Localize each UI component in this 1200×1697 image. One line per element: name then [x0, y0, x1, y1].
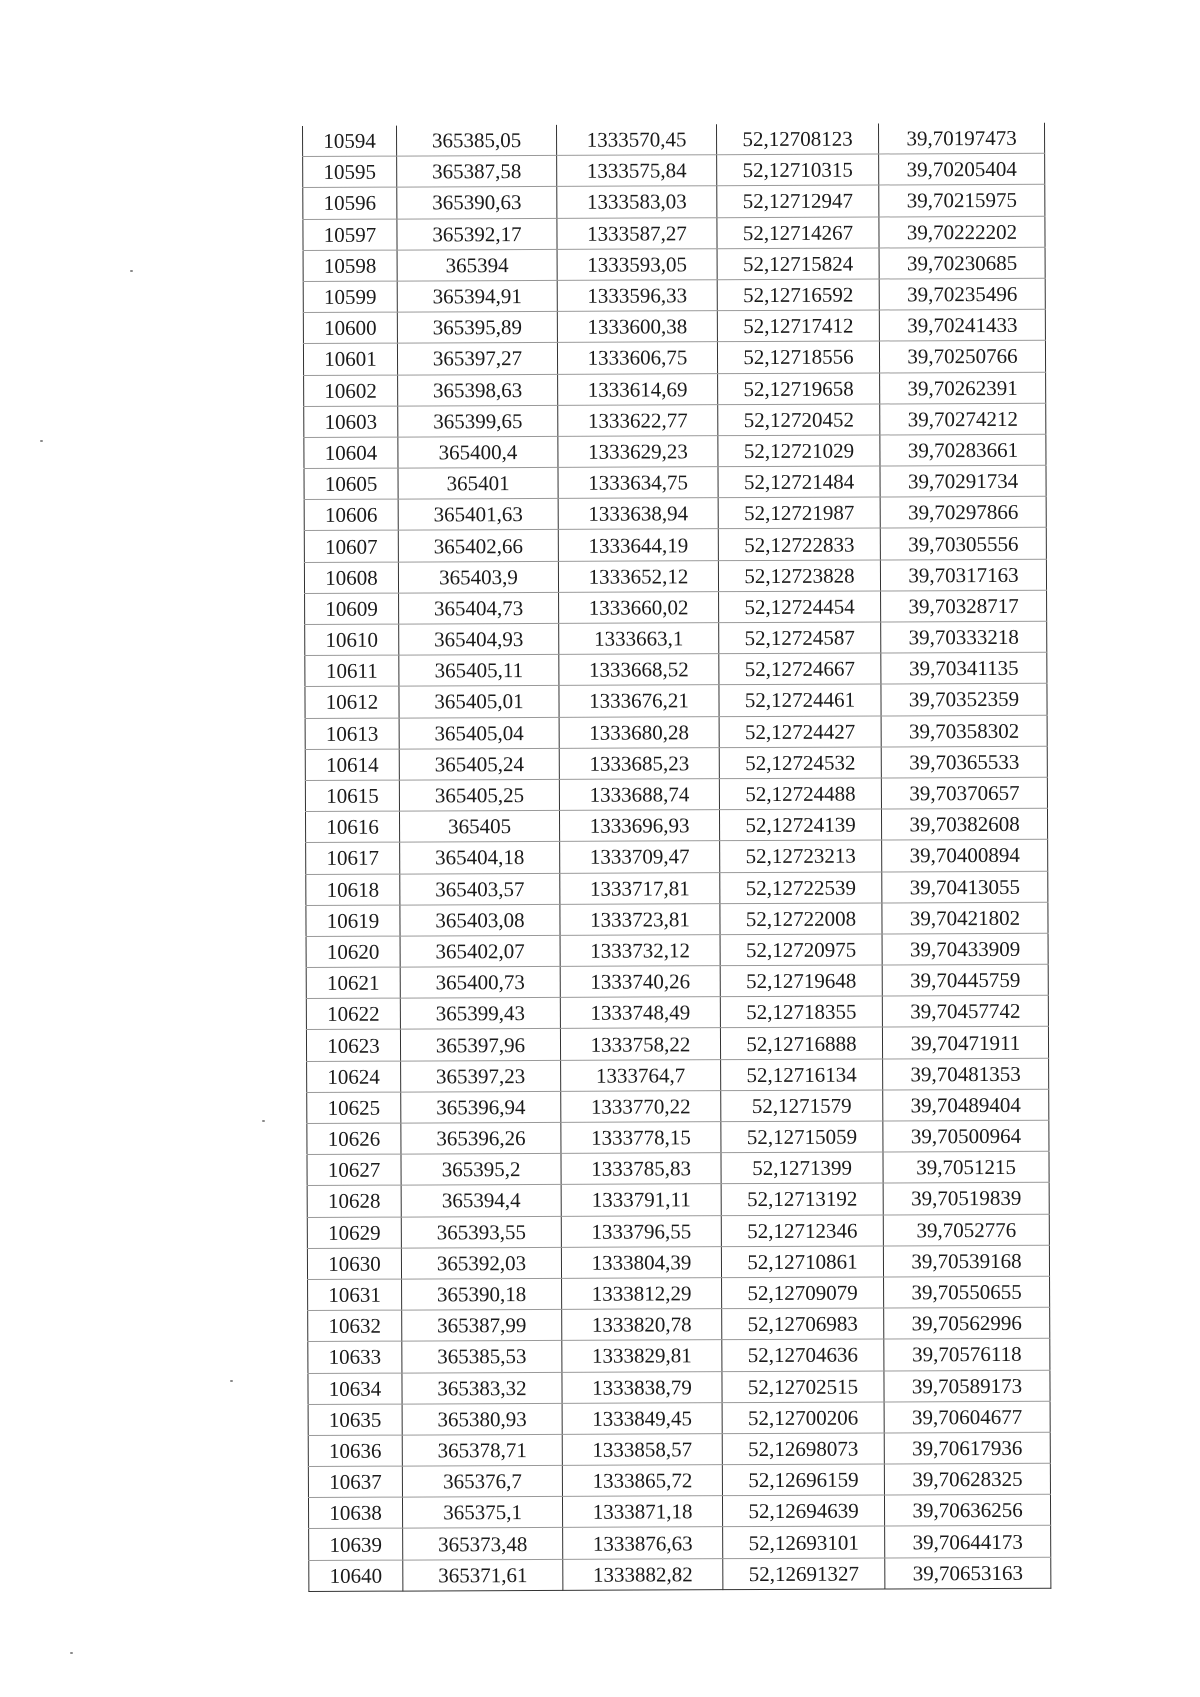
longitude-cell: 39,70205404: [879, 153, 1045, 185]
table-row: [304, 465, 1046, 499]
y-coordinate-cell: 1333696,93: [559, 810, 719, 842]
table-row: [304, 372, 1046, 406]
latitude-cell: 52,12721987: [718, 497, 880, 529]
table-row: [307, 1245, 1049, 1279]
y-coordinate-cell: 1333629,23: [558, 436, 718, 468]
table-row: [306, 1027, 1048, 1061]
table-row: [306, 996, 1048, 1030]
x-coordinate-cell: 365395,2: [401, 1154, 561, 1186]
x-coordinate-cell: 365397,23: [401, 1060, 561, 1092]
point-number-cell: 10616: [305, 811, 399, 843]
x-coordinate-cell: 365392,17: [397, 218, 557, 250]
latitude-cell: 52,12724427: [719, 716, 881, 748]
longitude-cell: 39,70604677: [884, 1401, 1050, 1433]
point-number-cell: 10631: [308, 1279, 402, 1311]
longitude-cell: 39,70365533: [881, 746, 1047, 778]
longitude-cell: 39,70370657: [881, 777, 1047, 809]
x-coordinate-cell: 365392,03: [401, 1247, 561, 1279]
x-coordinate-cell: 365375,1: [402, 1497, 562, 1529]
table-row: [308, 1494, 1050, 1528]
table-row: [305, 808, 1047, 842]
table-row: [307, 1183, 1049, 1217]
x-coordinate-cell: 365397,27: [397, 343, 557, 375]
table-row: [308, 1401, 1050, 1435]
y-coordinate-cell: 1333820,78: [562, 1309, 722, 1341]
table-row: [304, 403, 1046, 437]
table-row: [307, 1151, 1049, 1185]
table-row: [303, 247, 1045, 281]
table-row: [308, 1432, 1050, 1466]
point-number-cell: 10598: [303, 250, 397, 282]
table-row: [307, 1058, 1049, 1092]
latitude-cell: 52,12724461: [719, 684, 881, 716]
latitude-cell: 52,12716134: [721, 1059, 883, 1091]
scan-speck: [40, 440, 43, 442]
table-row: [303, 278, 1045, 312]
point-number-cell: 10596: [303, 187, 397, 219]
point-number-cell: 10623: [306, 1030, 400, 1062]
y-coordinate-cell: 1333796,55: [561, 1215, 721, 1247]
longitude-cell: 39,70197473: [878, 123, 1044, 154]
x-coordinate-cell: 365385,05: [396, 125, 556, 156]
y-coordinate-cell: 1333732,12: [560, 935, 720, 967]
longitude-cell: 39,70222202: [879, 216, 1045, 248]
x-coordinate-cell: 365405,01: [399, 686, 559, 718]
latitude-cell: 52,12722833: [718, 528, 880, 560]
y-coordinate-cell: 1333778,15: [561, 1122, 721, 1154]
point-number-cell: 10627: [307, 1154, 401, 1186]
longitude-cell: 39,70274212: [880, 403, 1046, 435]
y-coordinate-cell: 1333663,1: [559, 623, 719, 655]
latitude-cell: 52,12721484: [718, 466, 880, 498]
longitude-cell: 39,70539168: [883, 1245, 1049, 1277]
longitude-cell: 39,70433909: [882, 933, 1048, 965]
point-number-cell: 10613: [305, 718, 399, 750]
y-coordinate-cell: 1333829,81: [562, 1340, 722, 1372]
x-coordinate-cell: 365390,18: [402, 1278, 562, 1310]
table-row: [308, 1370, 1050, 1404]
latitude-cell: 52,12715059: [721, 1121, 883, 1153]
x-coordinate-cell: 365404,73: [399, 592, 559, 624]
point-number-cell: 10635: [308, 1404, 402, 1436]
longitude-cell: 39,70291734: [880, 465, 1046, 497]
longitude-cell: 39,70550655: [884, 1276, 1050, 1308]
y-coordinate-cell: 1333882,82: [563, 1558, 723, 1590]
y-coordinate-cell: 1333740,26: [560, 966, 720, 998]
y-coordinate-cell: 1333770,22: [561, 1090, 721, 1122]
x-coordinate-cell: 365404,93: [399, 623, 559, 655]
x-coordinate-cell: 365405,24: [399, 748, 559, 780]
table-row: [304, 434, 1046, 468]
latitude-cell: 52,12710315: [717, 154, 879, 186]
point-number-cell: 10630: [307, 1248, 401, 1280]
latitude-cell: 52,12724587: [719, 622, 881, 654]
longitude-cell: 39,7052776: [883, 1214, 1049, 1246]
x-coordinate-cell: 365390,63: [397, 187, 557, 219]
longitude-cell: 39,70617936: [884, 1432, 1050, 1464]
longitude-cell: 39,70636256: [884, 1494, 1050, 1526]
x-coordinate-cell: 365405,25: [399, 779, 559, 811]
table-row: [303, 341, 1045, 375]
y-coordinate-cell: 1333748,49: [560, 997, 720, 1029]
x-coordinate-cell: 365373,48: [403, 1528, 563, 1560]
latitude-cell: 52,12716592: [717, 279, 879, 311]
latitude-cell: 52,12724454: [719, 591, 881, 623]
y-coordinate-cell: 1333723,81: [560, 903, 720, 935]
y-coordinate-cell: 1333668,52: [559, 654, 719, 686]
table-row: [308, 1463, 1050, 1497]
x-coordinate-cell: 365403,9: [398, 561, 558, 593]
point-number-cell: 10595: [303, 156, 397, 188]
latitude-cell: 52,1271399: [721, 1152, 883, 1184]
longitude-cell: 39,70328717: [881, 590, 1047, 622]
y-coordinate-cell: 1333764,7: [561, 1059, 721, 1091]
table-row: [303, 123, 1045, 157]
table-row: [304, 559, 1046, 593]
point-number-cell: 10604: [304, 437, 398, 469]
scan-speck: [230, 1380, 233, 1382]
table-row: [307, 1120, 1049, 1154]
longitude-cell: 39,70500964: [883, 1120, 1049, 1152]
y-coordinate-cell: 1333838,79: [562, 1371, 722, 1403]
x-coordinate-cell: 365401: [398, 467, 558, 499]
longitude-cell: 39,70589173: [884, 1370, 1050, 1402]
x-coordinate-cell: 365405: [399, 811, 559, 843]
y-coordinate-cell: 1333676,21: [559, 685, 719, 717]
point-number-cell: 10611: [305, 655, 399, 687]
longitude-cell: 39,70333218: [881, 621, 1047, 653]
point-number-cell: 10607: [304, 531, 398, 563]
x-coordinate-cell: 365383,32: [402, 1372, 562, 1404]
latitude-cell: 52,12708123: [716, 123, 878, 154]
x-coordinate-cell: 365396,94: [401, 1091, 561, 1123]
x-coordinate-cell: 365405,11: [399, 655, 559, 687]
longitude-cell: 39,70471911: [882, 1027, 1048, 1059]
point-number-cell: 10606: [304, 499, 398, 531]
longitude-cell: 39,70230685: [879, 247, 1045, 279]
x-coordinate-cell: 365400,73: [400, 966, 560, 998]
y-coordinate-cell: 1333638,94: [558, 498, 718, 530]
point-number-cell: 10617: [306, 842, 400, 874]
y-coordinate-cell: 1333685,23: [559, 747, 719, 779]
latitude-cell: 52,12706983: [722, 1308, 884, 1340]
point-number-cell: 10610: [305, 624, 399, 656]
y-coordinate-cell: 1333583,03: [557, 186, 717, 218]
latitude-cell: 52,12715824: [717, 248, 879, 280]
y-coordinate-cell: 1333785,83: [561, 1153, 721, 1185]
y-coordinate-cell: 1333614,69: [558, 373, 718, 405]
point-number-cell: 10624: [307, 1061, 401, 1093]
x-coordinate-cell: 365396,26: [401, 1122, 561, 1154]
point-number-cell: 10620: [306, 936, 400, 968]
longitude-cell: 39,70653163: [885, 1557, 1051, 1589]
point-number-cell: 10603: [304, 406, 398, 438]
point-number-cell: 10632: [308, 1310, 402, 1342]
table-row: [306, 840, 1048, 874]
point-number-cell: 10626: [307, 1123, 401, 1155]
y-coordinate-cell: 1333587,27: [557, 217, 717, 249]
x-coordinate-cell: 365400,4: [398, 436, 558, 468]
longitude-cell: 39,70215975: [879, 185, 1045, 217]
latitude-cell: 52,12712947: [717, 185, 879, 217]
table-row: [306, 902, 1048, 936]
scan-speck: [262, 1120, 265, 1122]
y-coordinate-cell: 1333758,22: [560, 1028, 720, 1060]
latitude-cell: 52,12724139: [719, 809, 881, 841]
coordinates-table: [302, 123, 1051, 1592]
x-coordinate-cell: 365402,66: [398, 530, 558, 562]
latitude-cell: 52,12724532: [719, 747, 881, 779]
point-number-cell: 10602: [304, 375, 398, 407]
longitude-cell: 39,70262391: [880, 372, 1046, 404]
point-number-cell: 10614: [305, 749, 399, 781]
point-number-cell: 10622: [306, 998, 400, 1030]
point-number-cell: 10634: [308, 1373, 402, 1405]
y-coordinate-cell: 1333622,77: [558, 404, 718, 436]
longitude-cell: 39,70519839: [883, 1183, 1049, 1215]
table-row: [303, 185, 1045, 219]
latitude-cell: 52,12698073: [722, 1433, 884, 1465]
longitude-cell: 39,70481353: [883, 1058, 1049, 1090]
table-row: [306, 964, 1048, 998]
table-row: [306, 933, 1048, 967]
longitude-cell: 39,70305556: [880, 528, 1046, 560]
x-coordinate-cell: 365371,61: [403, 1559, 563, 1591]
x-coordinate-cell: 365385,53: [402, 1341, 562, 1373]
latitude-cell: 52,12694639: [722, 1495, 884, 1527]
longitude-cell: 39,70317163: [880, 559, 1046, 591]
x-coordinate-cell: 365397,96: [400, 1029, 560, 1061]
point-number-cell: 10629: [307, 1217, 401, 1249]
point-number-cell: 10625: [307, 1092, 401, 1124]
y-coordinate-cell: 1333717,81: [560, 872, 720, 904]
y-coordinate-cell: 1333871,18: [562, 1496, 722, 1528]
point-number-cell: 10601: [303, 343, 397, 375]
x-coordinate-cell: 365403,08: [400, 904, 560, 936]
x-coordinate-cell: 365387,99: [402, 1310, 562, 1342]
x-coordinate-cell: 365402,07: [400, 935, 560, 967]
longitude-cell: 39,70283661: [880, 434, 1046, 466]
table-row: [308, 1307, 1050, 1341]
latitude-cell: 52,12714267: [717, 217, 879, 249]
latitude-cell: 52,12691327: [723, 1558, 885, 1590]
point-number-cell: 10640: [309, 1560, 403, 1592]
latitude-cell: 52,12724488: [719, 778, 881, 810]
point-number-cell: 10639: [309, 1529, 403, 1561]
longitude-cell: 39,70628325: [884, 1463, 1050, 1495]
latitude-cell: 52,12724667: [719, 653, 881, 685]
table-row: [305, 777, 1047, 811]
y-coordinate-cell: 1333804,39: [561, 1246, 721, 1278]
latitude-cell: 52,12723213: [720, 840, 882, 872]
longitude-cell: 39,70489404: [883, 1089, 1049, 1121]
x-coordinate-cell: 365376,7: [402, 1465, 562, 1497]
latitude-cell: 52,12718355: [720, 996, 882, 1028]
latitude-cell: 52,12709079: [722, 1277, 884, 1309]
x-coordinate-cell: 365394,4: [401, 1185, 561, 1217]
latitude-cell: 52,12718556: [717, 341, 879, 373]
latitude-cell: 52,12722539: [720, 871, 882, 903]
x-coordinate-cell: 365399,43: [400, 998, 560, 1030]
table-row: [305, 621, 1047, 655]
longitude-cell: 39,70382608: [881, 808, 1047, 840]
table-row: [303, 309, 1045, 343]
longitude-cell: 39,70413055: [882, 871, 1048, 903]
x-coordinate-cell: 365378,71: [402, 1434, 562, 1466]
y-coordinate-cell: 1333865,72: [562, 1465, 722, 1497]
latitude-cell: 52,12704636: [722, 1339, 884, 1371]
longitude-cell: 39,70235496: [879, 278, 1045, 310]
longitude-cell: 39,70644173: [885, 1526, 1051, 1558]
table-row: [305, 590, 1047, 624]
y-coordinate-cell: 1333849,45: [562, 1402, 722, 1434]
table-row: [308, 1276, 1050, 1310]
y-coordinate-cell: 1333680,28: [559, 716, 719, 748]
latitude-cell: 52,12700206: [722, 1402, 884, 1434]
x-coordinate-cell: 365403,57: [400, 873, 560, 905]
x-coordinate-cell: 365399,65: [398, 405, 558, 437]
y-coordinate-cell: 1333596,33: [557, 280, 717, 312]
table-row: [307, 1089, 1049, 1123]
longitude-cell: 39,70457742: [882, 996, 1048, 1028]
point-number-cell: 10638: [308, 1497, 402, 1529]
y-coordinate-cell: 1333652,12: [558, 560, 718, 592]
y-coordinate-cell: 1333660,02: [559, 591, 719, 623]
point-number-cell: 10615: [305, 780, 399, 812]
latitude-cell: 52,12719648: [720, 965, 882, 997]
y-coordinate-cell: 1333688,74: [559, 779, 719, 811]
y-coordinate-cell: 1333709,47: [560, 841, 720, 873]
point-number-cell: 10599: [303, 281, 397, 313]
y-coordinate-cell: 1333593,05: [557, 248, 717, 280]
point-number-cell: 10621: [306, 967, 400, 999]
latitude-cell: 52,1271579: [721, 1090, 883, 1122]
x-coordinate-cell: 365405,04: [399, 717, 559, 749]
x-coordinate-cell: 365398,63: [398, 374, 558, 406]
x-coordinate-cell: 365404,18: [400, 842, 560, 874]
point-number-cell: 10600: [303, 312, 397, 344]
longitude-cell: 39,70352359: [881, 684, 1047, 716]
table-row: [304, 497, 1046, 531]
point-number-cell: 10594: [303, 126, 397, 157]
y-coordinate-cell: 1333575,84: [557, 155, 717, 187]
x-coordinate-cell: 365380,93: [402, 1403, 562, 1435]
latitude-cell: 52,12693101: [723, 1526, 885, 1558]
scan-speck: [130, 270, 133, 272]
y-coordinate-cell: 1333876,63: [563, 1527, 723, 1559]
longitude-cell: 39,70421802: [882, 902, 1048, 934]
latitude-cell: 52,12696159: [722, 1464, 884, 1496]
y-coordinate-cell: 1333600,38: [557, 311, 717, 343]
y-coordinate-cell: 1333644,19: [558, 529, 718, 561]
point-number-cell: 10609: [305, 593, 399, 625]
longitude-cell: 39,70358302: [881, 715, 1047, 747]
longitude-cell: 39,70341135: [881, 652, 1047, 684]
table-row: [308, 1339, 1050, 1373]
latitude-cell: 52,12702515: [722, 1370, 884, 1402]
y-coordinate-cell: 1333791,11: [561, 1184, 721, 1216]
table-row: [305, 684, 1047, 718]
table-row: [305, 652, 1047, 686]
y-coordinate-cell: 1333812,29: [562, 1278, 722, 1310]
latitude-cell: 52,12713192: [721, 1183, 883, 1215]
latitude-cell: 52,12716888: [720, 1027, 882, 1059]
table-row: [307, 1214, 1049, 1248]
x-coordinate-cell: 365395,89: [397, 312, 557, 344]
table-row: [305, 715, 1047, 749]
table-row: [305, 746, 1047, 780]
table-row: [306, 871, 1048, 905]
coordinates-table-body: [303, 123, 1051, 1592]
latitude-cell: 52,12720975: [720, 934, 882, 966]
point-number-cell: 10619: [306, 905, 400, 937]
latitude-cell: 52,12723828: [718, 560, 880, 592]
point-number-cell: 10628: [307, 1185, 401, 1217]
scan-speck: [70, 1652, 73, 1654]
latitude-cell: 52,12717412: [717, 310, 879, 342]
latitude-cell: 52,12722008: [720, 903, 882, 935]
longitude-cell: 39,70576118: [884, 1339, 1050, 1371]
point-number-cell: 10612: [305, 686, 399, 718]
point-number-cell: 10597: [303, 219, 397, 251]
table-row: [309, 1557, 1051, 1591]
longitude-cell: 39,7051215: [883, 1151, 1049, 1183]
y-coordinate-cell: 1333606,75: [557, 342, 717, 374]
point-number-cell: 10605: [304, 468, 398, 500]
point-number-cell: 10636: [308, 1435, 402, 1467]
longitude-cell: 39,70445759: [882, 964, 1048, 996]
longitude-cell: 39,70297866: [880, 497, 1046, 529]
x-coordinate-cell: 365394: [397, 249, 557, 281]
latitude-cell: 52,12719658: [718, 372, 880, 404]
table-row: [303, 153, 1045, 187]
point-number-cell: 10633: [308, 1341, 402, 1373]
latitude-cell: 52,12712346: [721, 1215, 883, 1247]
x-coordinate-cell: 365387,58: [397, 156, 557, 188]
table-row: [309, 1526, 1051, 1560]
table-row: [304, 528, 1046, 562]
point-number-cell: 10608: [304, 562, 398, 594]
longitude-cell: 39,70562996: [884, 1307, 1050, 1339]
x-coordinate-cell: 365393,55: [401, 1216, 561, 1248]
latitude-cell: 52,12710861: [721, 1246, 883, 1278]
longitude-cell: 39,70241433: [879, 309, 1045, 341]
y-coordinate-cell: 1333858,57: [562, 1434, 722, 1466]
x-coordinate-cell: 365394,91: [397, 280, 557, 312]
point-number-cell: 10637: [308, 1466, 402, 1498]
y-coordinate-cell: 1333570,45: [556, 124, 716, 155]
longitude-cell: 39,70250766: [879, 341, 1045, 373]
latitude-cell: 52,12720452: [718, 404, 880, 436]
latitude-cell: 52,12721029: [718, 435, 880, 467]
x-coordinate-cell: 365401,63: [398, 499, 558, 531]
longitude-cell: 39,70400894: [882, 840, 1048, 872]
table-row: [303, 216, 1045, 250]
y-coordinate-cell: 1333634,75: [558, 467, 718, 499]
point-number-cell: 10618: [306, 874, 400, 906]
